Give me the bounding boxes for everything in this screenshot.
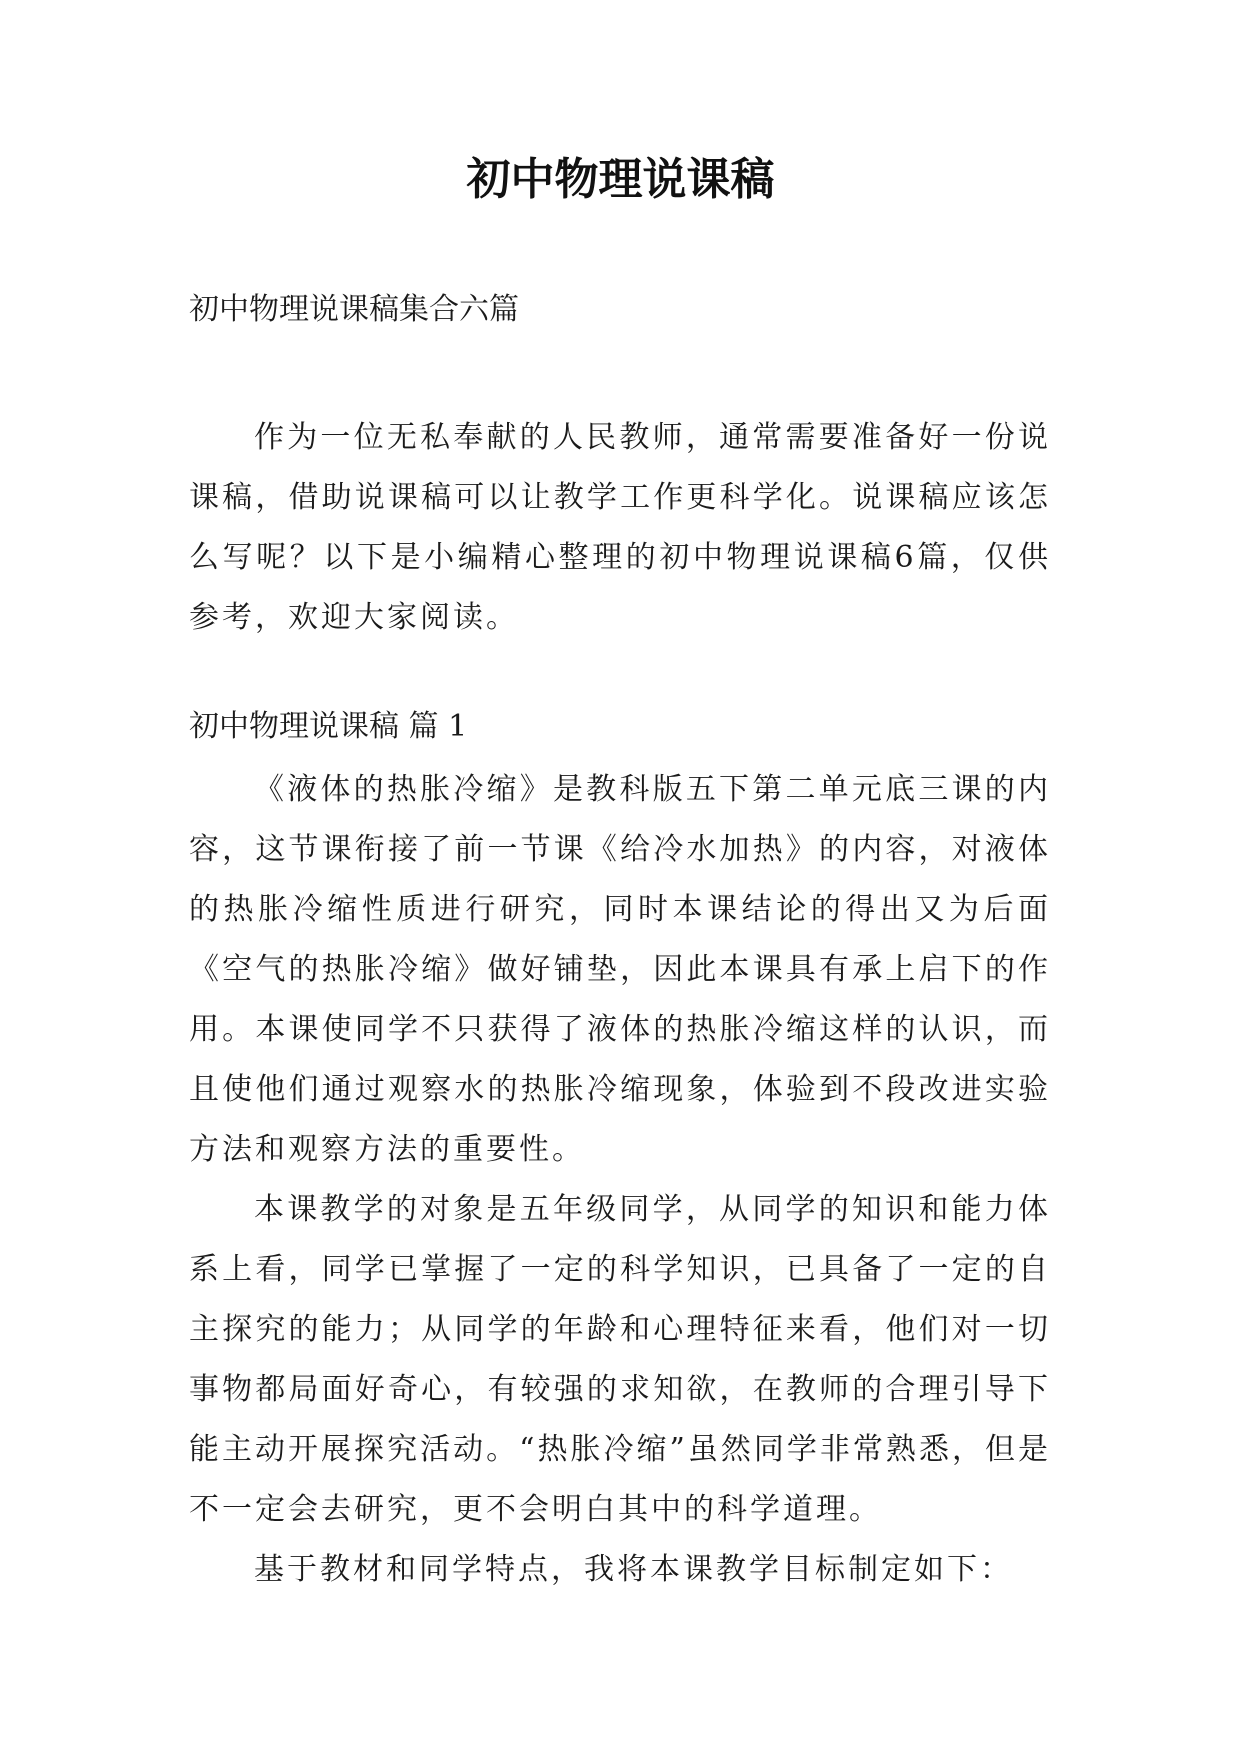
- document-subtitle: 初中物理说课稿集合六篇: [189, 292, 519, 327]
- section-heading: 初中物理说课稿 篇 1: [189, 709, 468, 744]
- document-title: 初中物理说课稿: [466, 154, 775, 205]
- intro-paragraph: 作为一位无私奉献的人民教师，通常需要准备好一份说课稿，借助说课稿可以让教学工作更科学化。说课稿应该怎么写呢？以下是小编精心整理的初中物理说课稿6篇，仅供参考，欢迎大家阅读。: [189, 420, 1051, 635]
- body-paragraph: 基于教材和同学特点，我将本课教学目标制定如下：: [254, 1552, 1013, 1587]
- body-paragraph: 本课教学的对象是五年级同学，从同学的知识和能力体系上看，同学已掌握了一定的科学知识，已具备了一定的自主探究的能力；从同学的年龄和心理特征来看，他们对一切事物都局面好奇心，有较强的求知欲，在教师的合理引导下能主动开展探究活动。“热胀冷缩”虽然同学非常熟悉，但是不一定会去研究，更不会明白其中的科学道理。: [189, 1192, 1051, 1527]
- body-paragraph: 《液体的热胀冷缩》是教科版五下第二单元底三课的内容，这节课衔接了前一节课《给冷水加热》的内容，对液体的热胀冷缩性质进行研究，同时本课结论的得出又为后面《空气的热胀冷缩》做好铺垫，因此本课具有承上启下的作用。本课使同学不只获得了液体的热胀冷缩这样的认识，而且使他们通过观察水的热胀冷缩现象，体验到不段改进实验方法和观察方法的重要性。: [189, 772, 1051, 1167]
- section-body: [189, 760, 1051, 1600]
